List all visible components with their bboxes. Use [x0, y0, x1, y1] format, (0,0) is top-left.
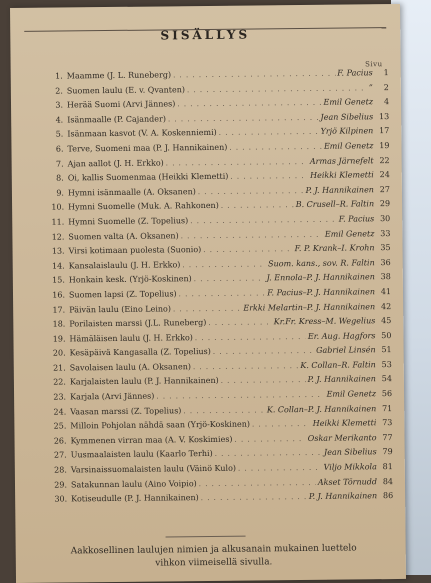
entry-number: 18.: [52, 319, 66, 329]
entry-number: 4.: [55, 115, 64, 125]
dot-leader: [168, 114, 319, 124]
entry-composer: Oskar Merikanto: [307, 433, 377, 443]
entry-composer: Heikki Klemetti: [312, 418, 377, 429]
dot-leader: [182, 260, 266, 269]
entry-page: 35: [380, 243, 391, 253]
entry-number: 17.: [52, 304, 66, 315]
entry-page: 1: [383, 68, 389, 78]
entry-number: 12.: [51, 232, 65, 242]
entry-composer: Heikki Klemetti: [310, 170, 374, 181]
entry-number: 22.: [53, 377, 66, 388]
entry-title: Hämäläisen laulu (J. H. Erkko): [69, 332, 193, 344]
entry-number: 20.: [52, 348, 66, 358]
entry-composer: Gabriel Linsén: [316, 345, 376, 356]
dot-leader: [215, 449, 322, 458]
entry-composer: Emil Genetz: [323, 141, 374, 151]
entry-title: Suomen lapsi (Z. Topelius): [68, 289, 177, 300]
dot-leader: [193, 362, 298, 371]
footer-line-2: vihkon viimeisellä sivulla.: [155, 557, 273, 569]
dot-leader: [181, 230, 323, 239]
entry-title: Terve, Suomeni maa (P. J. Hannikainen): [67, 142, 228, 154]
dot-leader: [213, 347, 314, 356]
dot-leader: [195, 333, 306, 342]
entry-page: 38: [380, 272, 391, 282]
entry-page: 77: [382, 432, 393, 443]
entry-title: Uusmaalaisten laulu (Kaarlo Terhi): [70, 449, 213, 460]
entry-composer: Jean Sibelius: [323, 447, 377, 458]
entry-title: Honkain kesk. (Yrjö-Koskinen): [68, 274, 192, 285]
entry-number: 27.: [53, 450, 67, 461]
entry-page: 19: [379, 141, 390, 151]
dot-leader: [194, 275, 265, 284]
entry-composer: Kr.Fr. Kress–M. Wegelius: [273, 316, 376, 327]
entry-number: 26.: [53, 436, 67, 446]
entry-composer: P. J. Hannikainen: [307, 374, 376, 385]
entry-title: Ajan aallot (J. H. Erkko): [67, 158, 164, 169]
entry-page: 53: [381, 359, 392, 370]
entry-composer: Erkki Melartin–P. J. Hannikainen: [243, 301, 376, 313]
entry-page: 17: [379, 126, 390, 136]
entry-title: Maamme (J. L. Runeberg): [66, 70, 172, 81]
entry-number: 15.: [52, 275, 65, 285]
entry-page: 86: [382, 491, 394, 501]
entry-title: Hymni Suomelle (Z. Topelius): [68, 216, 189, 227]
dot-leader: [201, 493, 307, 502]
entry-number: 7.: [55, 159, 64, 169]
entry-title: Vaasan marssi (Z. Topelius): [70, 405, 182, 417]
entry-page: 73: [382, 418, 393, 428]
entry-composer: F. Pacius: [337, 68, 373, 78]
entry-title: Suomen valta (A. Oksanen): [68, 230, 179, 241]
entry-number: 28.: [54, 465, 67, 475]
entry-composer: Suom. kans., sov. R. Faltin: [268, 257, 375, 269]
entry-page: 33: [380, 228, 391, 238]
entry-composer: F. P. Krank–I. Krohn: [294, 243, 375, 254]
entry-composer: Jean Sibelius: [320, 112, 374, 122]
book-page: [10, 4, 406, 583]
entry-number: 14.: [51, 261, 65, 271]
entry-number: 8.: [56, 173, 64, 183]
entry-title: Kymmenen virran maa (A. V. Koskimies): [70, 434, 233, 446]
dot-leader: [221, 201, 294, 210]
entry-number: 3.: [55, 100, 64, 110]
entry-title: Virsi kotimaan puolesta (Suonio): [68, 245, 202, 256]
entry-page: 56: [381, 389, 393, 399]
entry-composer: Er. Aug. Hagfors: [307, 330, 376, 341]
entry-number: 1.: [55, 71, 63, 81]
entry-title: Päivän laulu (Eino Leino): [69, 303, 172, 314]
page-column-header: Sivu: [365, 60, 383, 69]
entry-title: Hymni isänmaalle (A. Oksanen): [67, 186, 196, 198]
entry-title: Hymni Suomelle (Muk. A. Rahkonen): [68, 201, 219, 212]
dot-leader: [234, 435, 305, 444]
entry-composer: Akset Törnudd: [317, 476, 378, 487]
entry-title: Varsinaissuomalaisten laulu (Väinö Kulo): [70, 463, 237, 475]
toc-entry: [53, 491, 393, 509]
entry-page: 45: [381, 316, 392, 326]
entry-composer: P. J. Hannikainen: [308, 491, 378, 502]
page-title: SISÄLLYS: [160, 27, 251, 43]
entry-page: 42: [380, 301, 392, 311]
footer-note: [36, 542, 392, 572]
entry-number: 10.: [51, 202, 65, 212]
dot-leader: [156, 391, 324, 401]
table-of-contents: [49, 68, 394, 509]
entry-title: Oi, kallis Suomenmaa (Heikki Klemetti): [67, 171, 229, 183]
footer-line-1: Aakkosellinen laulujen nimien ja alkusanain mukainen luettelo: [70, 543, 357, 557]
entry-page: 41: [380, 286, 392, 297]
entry-page: 22: [379, 155, 390, 165]
entry-title: Milloin Pohjolan nähdä saan (Yrjö-Koskinen): [70, 419, 251, 431]
entry-title: Isänmaalle (P. Cajander): [67, 114, 167, 125]
entry-number: 5.: [55, 129, 64, 139]
entry-page: 71: [381, 403, 393, 413]
entry-page: 36: [380, 257, 391, 267]
entry-composer: Viljo Mikkola: [323, 462, 377, 472]
entry-composer: Emil Genetz: [323, 97, 374, 107]
entry-title: Herää Suomi (Arvi Jännes): [66, 99, 176, 110]
entry-number: 25.: [53, 421, 67, 431]
dot-leader: [208, 318, 271, 327]
entry-title: Isänmaan kasvot (V. A. Koskenniemi): [67, 128, 217, 139]
dot-leader: [199, 478, 316, 487]
entry-page: 51: [381, 345, 392, 355]
entry-page: 50: [381, 330, 392, 340]
entry-number: 23.: [53, 392, 67, 402]
entry-page: 27: [379, 184, 390, 194]
entry-number: 21.: [53, 363, 66, 373]
dot-leader: [166, 157, 308, 166]
entry-number: 16.: [52, 290, 66, 300]
entry-number: 30.: [54, 494, 68, 504]
entry-page: 84: [382, 476, 394, 486]
dot-leader: [179, 289, 266, 298]
entry-title: Karjala (Arvi Jännes): [70, 391, 155, 402]
dot-leader: [173, 304, 241, 313]
entry-number: 24.: [53, 407, 67, 417]
entry-title: Suomen laulu (E. v. Qvanten): [66, 84, 186, 96]
entry-composer: K. Collan–P. J. Hannikainen: [266, 403, 377, 415]
entry-page: 29: [379, 199, 391, 209]
entry-number: 13.: [51, 246, 65, 256]
dot-leader: [187, 84, 367, 94]
entry-number: 19.: [52, 334, 66, 344]
entry-title: Kotiseudulle (P. J. Hannikainen): [71, 493, 199, 504]
dot-leader: [229, 143, 322, 152]
entry-composer: J. Ennola–P. J. Hannikainen: [266, 272, 375, 283]
entry-title: Kesäpäivä Kangasalla (Z. Topelius): [69, 347, 211, 358]
dot-leader: [221, 376, 306, 385]
dot-leader: [198, 187, 304, 196]
entry-composer: Emil Genetz: [324, 228, 375, 239]
entry-title: Karjalaisten laulu (P. J. Hannikainen): [69, 376, 219, 387]
entry-composer: Emil Genetz: [326, 389, 377, 399]
entry-title: Satakunnan laulu (Aino Voipio): [70, 478, 197, 490]
dot-leader: [177, 99, 321, 109]
dot-leader: [173, 70, 335, 80]
entry-number: 11.: [51, 217, 65, 227]
entry-number: 6.: [55, 144, 64, 154]
dot-leader: [219, 128, 319, 137]
dot-leader: [252, 420, 311, 429]
entry-page: 2: [383, 82, 389, 92]
entry-page: 24: [379, 170, 390, 180]
entry-composer: Armas Järnefelt: [309, 155, 374, 166]
entry-title: Savolaisen laulu (A. Oksanen): [69, 362, 191, 373]
entry-page: 54: [381, 374, 392, 384]
footer-rule: [166, 536, 246, 538]
entry-number: 9.: [56, 188, 64, 198]
entry-page: 4: [383, 97, 390, 107]
dot-leader: [203, 245, 292, 254]
entry-composer: P. J. Hannikainen: [305, 184, 374, 195]
entry-composer: Yrjö Kilpinen: [320, 126, 374, 137]
entry-title: Porilaisten marssi (J.L. Runeberg): [69, 318, 207, 329]
entry-number: 2.: [55, 86, 63, 96]
dot-leader: [183, 406, 265, 415]
entry-number: 29.: [54, 480, 68, 490]
entry-composer: F. Pacius: [338, 214, 375, 224]
entry-composer: F. Pacius–P. J. Hannikainen: [267, 287, 376, 298]
entry-page: 79: [382, 447, 393, 457]
entry-title: Kansalaislaulu (J. H. Erkko): [68, 259, 181, 271]
entry-composer: K. Collan–R. Faltin: [300, 360, 376, 370]
entry-composer: ”: [368, 82, 373, 92]
entry-composer: B. Crusell–R. Faltin: [295, 199, 375, 210]
entry-page: 81: [382, 462, 393, 472]
entry-page: 13: [378, 111, 390, 121]
dot-leader: [230, 172, 308, 181]
dot-leader: [190, 216, 337, 226]
entry-page: 30: [380, 214, 391, 224]
dot-leader: [238, 464, 322, 473]
